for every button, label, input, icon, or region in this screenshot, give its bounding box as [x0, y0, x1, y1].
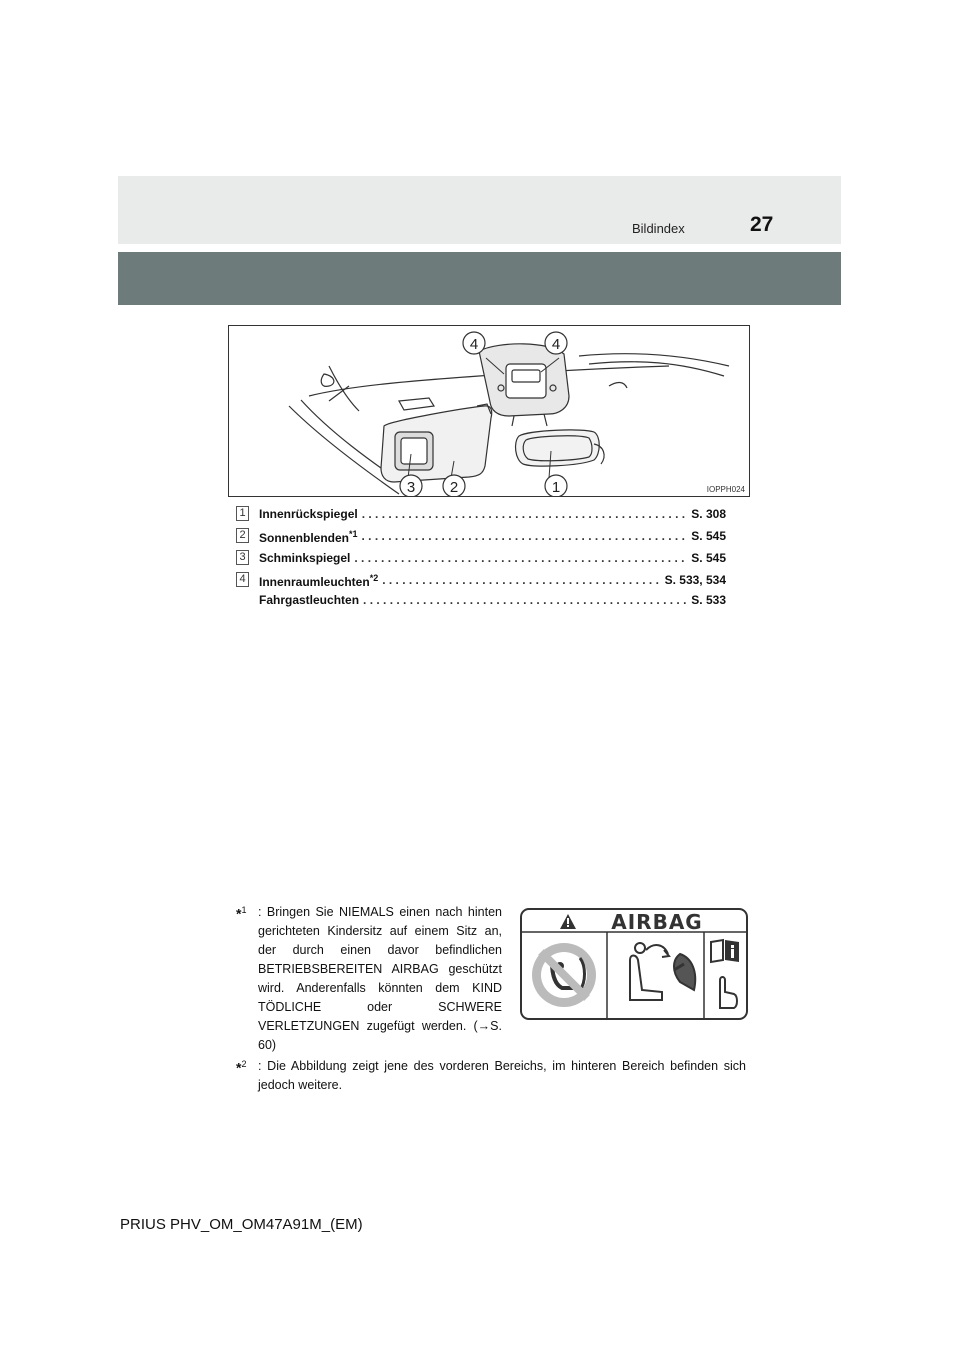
prohibited-child-seat-icon: [532, 943, 596, 1007]
read-manual-icon: [711, 940, 739, 1008]
callout-2: 2: [449, 479, 459, 496]
footnote-number: 2: [241, 1059, 247, 1069]
item-label: Fahrgastleuchten: [259, 593, 360, 607]
item-label: Innenrückspiegel: [259, 507, 358, 521]
footnote-number: 1: [241, 905, 247, 915]
warning-triangle-icon: [560, 914, 576, 929]
leader-dots: [382, 573, 660, 589]
title-band: [118, 252, 841, 305]
interior-illustration: [228, 325, 750, 497]
footnote-2: [236, 1057, 746, 1095]
callout-1: 1: [551, 479, 561, 496]
callout-4b: 4: [551, 336, 561, 353]
footnote-1: [236, 903, 502, 1055]
headliner-drawing: [229, 326, 750, 497]
footnote-ref: *1: [349, 529, 358, 539]
footnote-mark: *: [236, 905, 242, 922]
footnote-mark: *: [236, 1059, 242, 1076]
airbag-label-graphic: [522, 910, 746, 1018]
page-number: 27: [750, 213, 774, 236]
footnote-text: : Die Abbildung zeigt jene des vorderen Bereichs, im hinteren Bereich befinden sich jedoch weitere.: [258, 1059, 746, 1092]
figure-code: IOPPH024: [706, 485, 745, 494]
leader-dots: [363, 593, 687, 607]
page-ref: S. 533, 534: [664, 573, 726, 587]
item-number: 2: [236, 528, 249, 543]
header-band: [118, 176, 841, 244]
leader-dots: [362, 529, 688, 545]
item-label: Schminkspiegel: [259, 551, 351, 565]
footnote-text: : Bringen Sie NIEMALS einen nach hinten gerichteten Kindersitz auf einem Sitz an, der durch einen davor befindlichen BETRIEBSBEREITEN AIRBAG geschützt wird. Anderenfalls könnten dem KIND TÖDLICHE oder SCHWERE VERLETZUNGEN zugefügt werden. (→S. 60): [258, 905, 502, 1052]
leader-dots: [354, 551, 687, 565]
legend-item: [236, 527, 726, 549]
airbag-warning-label: [520, 908, 748, 1020]
legend-item: [236, 505, 726, 527]
page-ref: S. 533: [691, 593, 726, 607]
item-label: Sonnenblenden: [259, 531, 349, 545]
document-code: PRIUS PHV_OM_OM47A91M_(EM): [120, 1216, 363, 1233]
item-label: Innenraumleuchten: [259, 575, 370, 589]
item-number: 1: [236, 506, 249, 521]
item-number: 4: [236, 572, 249, 587]
section-title: Bildindex: [632, 221, 685, 236]
legend-list: [236, 505, 726, 613]
leader-dots: [362, 507, 688, 521]
page-ref: S. 545: [691, 551, 726, 565]
legend-item: [236, 571, 726, 591]
page-ref: S. 308: [691, 507, 726, 521]
page-ref: S. 545: [691, 529, 726, 543]
airbag-deploy-icon: [630, 943, 695, 1000]
callout-4a: 4: [469, 336, 479, 353]
airbag-title: AIRBAG: [611, 910, 703, 934]
footnote-ref: *2: [369, 573, 379, 583]
legend-item: [236, 591, 726, 613]
item-number: 3: [236, 550, 249, 565]
legend-item: [236, 549, 726, 571]
callout-3: 3: [406, 479, 416, 496]
